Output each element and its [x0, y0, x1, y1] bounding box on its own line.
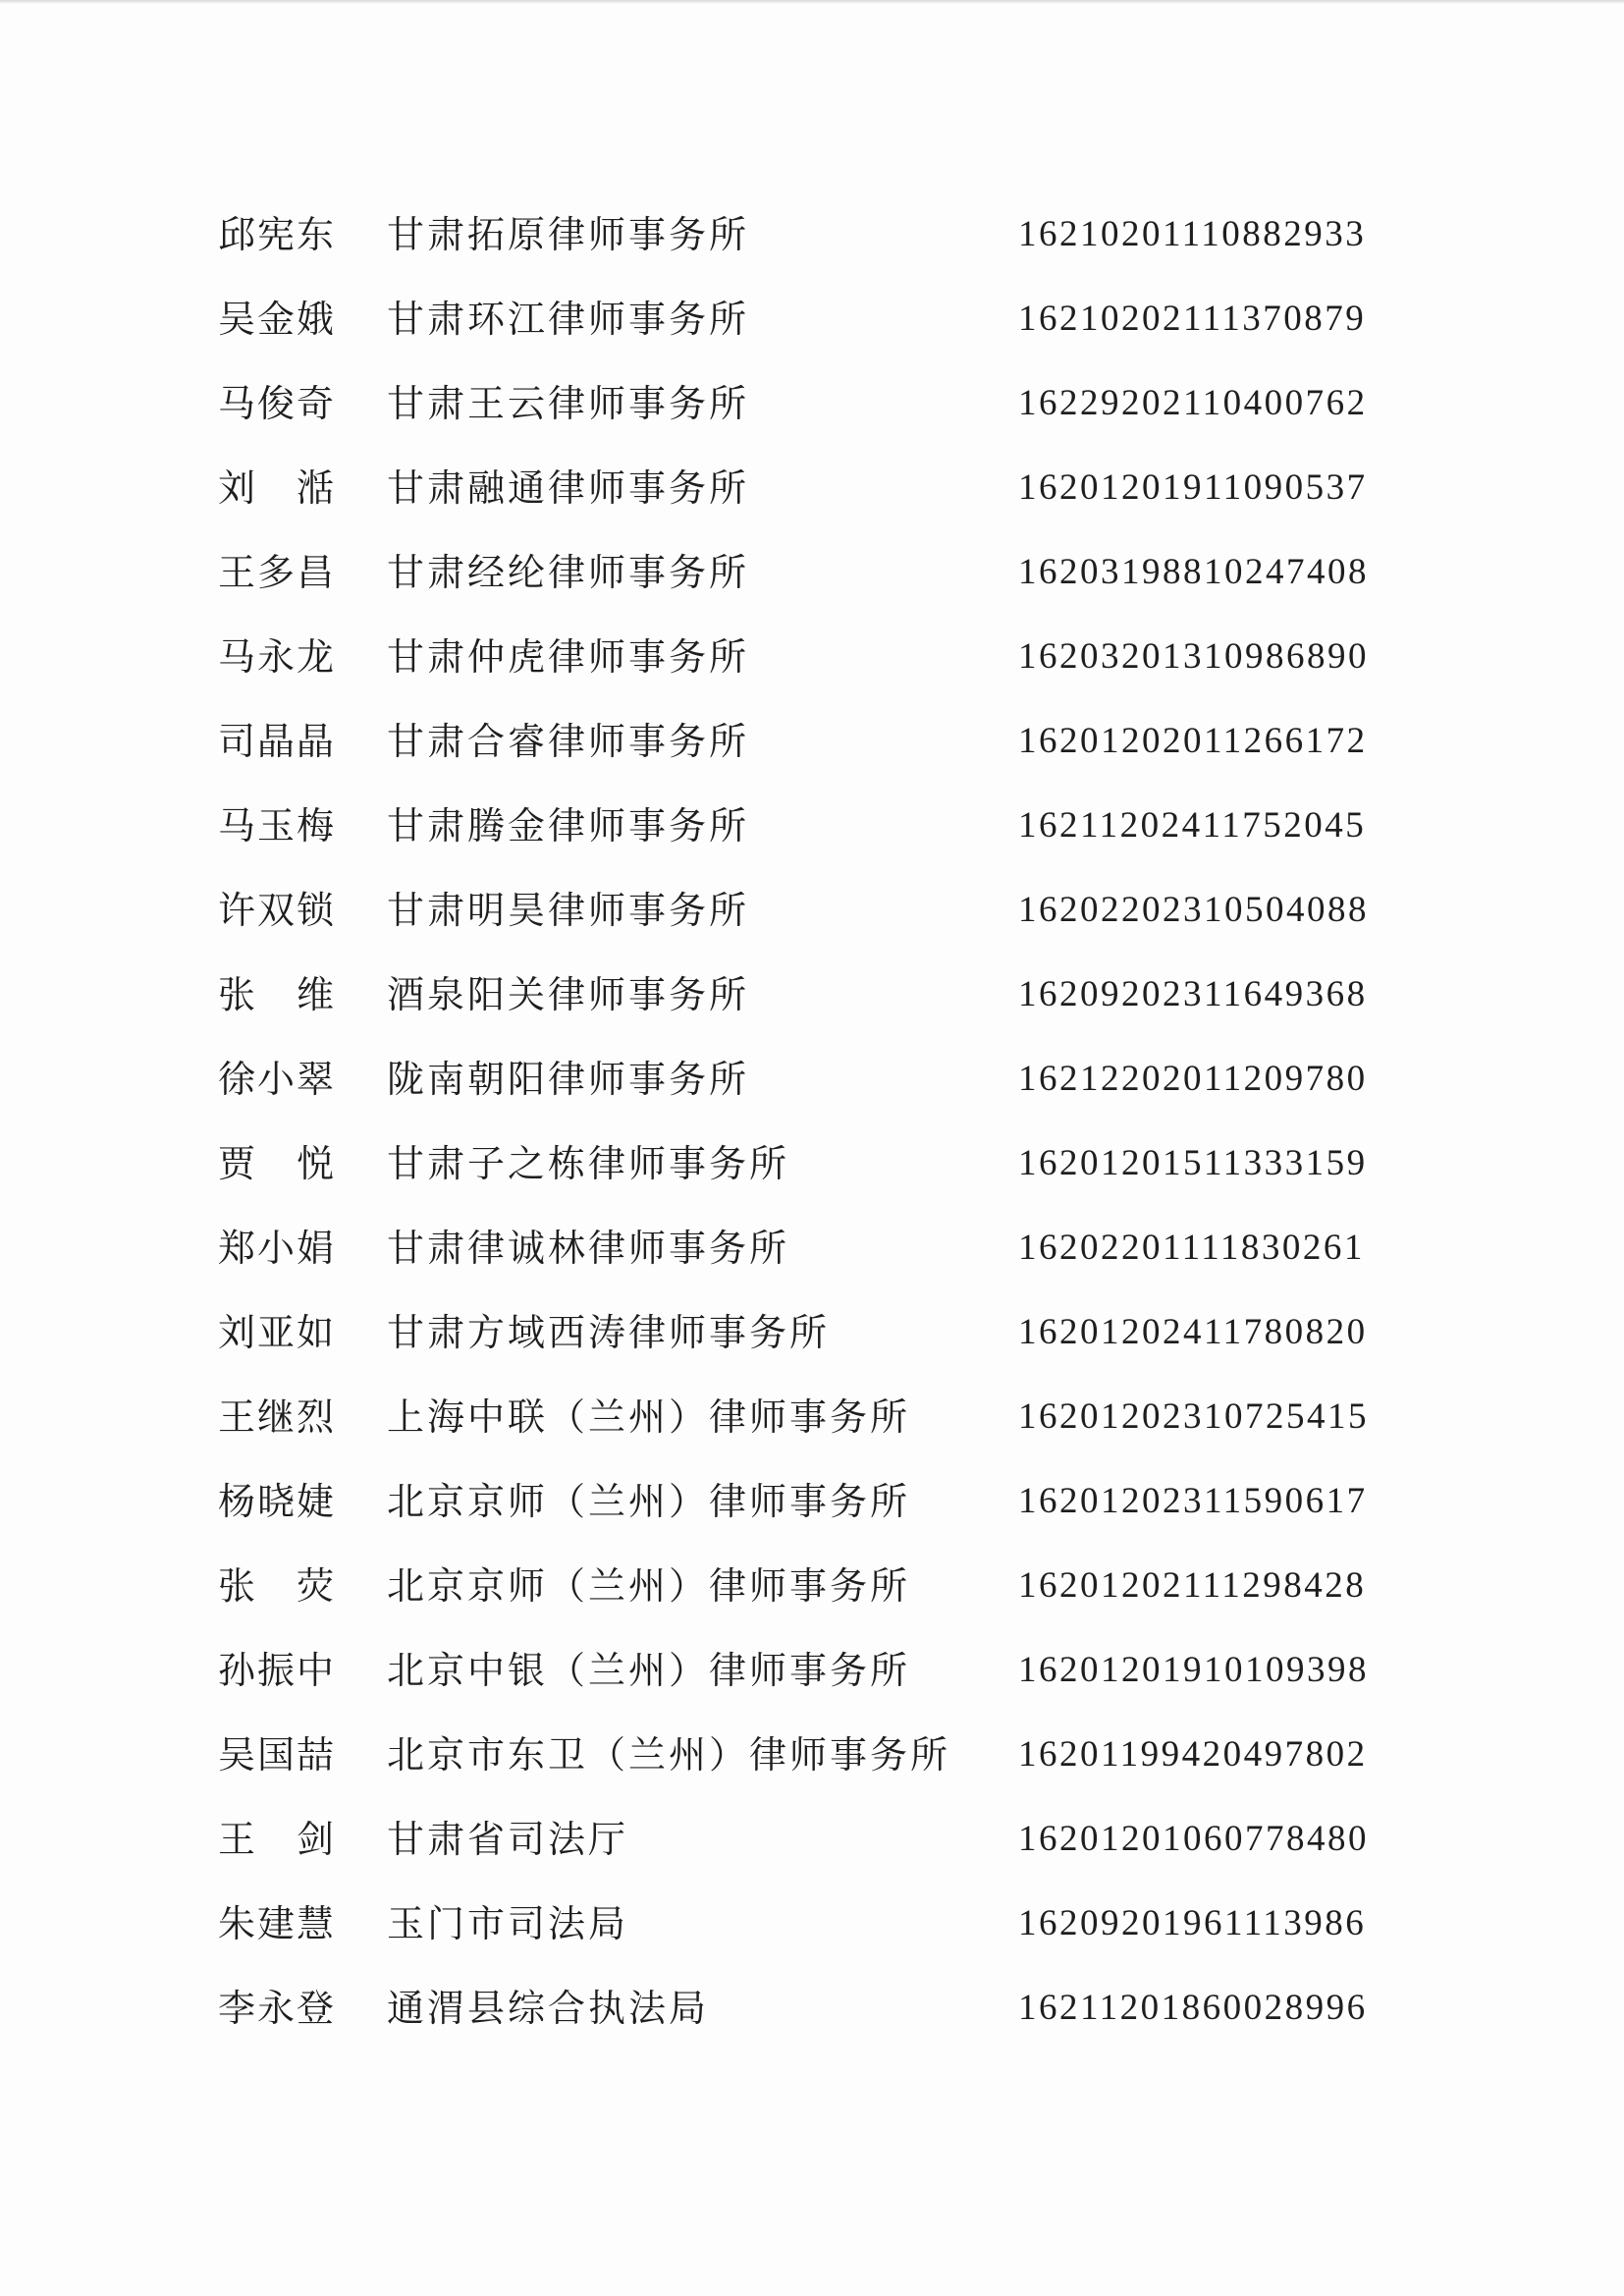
roster-row: [218, 868, 1435, 953]
lawyer-name: 贾 悦: [218, 1142, 337, 1185]
lawyer-name: 刘 湉: [218, 466, 337, 510]
roster-row: [218, 1037, 1435, 1121]
law-firm-name: 甘肃明昊律师事务所: [387, 889, 750, 932]
lawyer-name: 马玉梅: [218, 804, 337, 847]
roster-row: [218, 1713, 1435, 1797]
license-number: 16210202111370879: [1018, 299, 1367, 339]
roster-row: [218, 192, 1435, 277]
lawyer-name: 马俊奇: [218, 382, 337, 425]
lawyer-name: 吴金娥: [218, 298, 337, 341]
law-firm-name: 北京中银（兰州）律师事务所: [387, 1649, 911, 1692]
law-firm-name: 上海中联（兰州）律师事务所: [387, 1395, 911, 1439]
lawyer-name: 张 维: [218, 973, 337, 1016]
law-firm-name: 甘肃融通律师事务所: [387, 466, 750, 510]
lawyer-name: 王 剑: [218, 1818, 337, 1861]
lawyer-name: 孙振中: [218, 1649, 337, 1692]
license-number: 16202201111830261: [1018, 1228, 1365, 1268]
roster-row: [218, 1628, 1435, 1713]
license-number: 16210201110882933: [1018, 214, 1367, 254]
scan-edge: [0, 0, 1624, 4]
law-firm-name: 甘肃拓原律师事务所: [387, 213, 750, 256]
law-firm-name: 甘肃腾金律师事务所: [387, 804, 750, 847]
lawyer-roster-list: [218, 192, 1435, 2050]
roster-row: [218, 446, 1435, 530]
license-number: 16201202310725415: [1018, 1396, 1369, 1437]
roster-row: [218, 1375, 1435, 1459]
lawyer-name: 王多昌: [218, 551, 337, 594]
law-firm-name: 北京京师（兰州）律师事务所: [387, 1480, 911, 1523]
license-number: 16201201511333159: [1018, 1143, 1368, 1183]
lawyer-name: 王继烈: [218, 1395, 337, 1439]
license-number: 16203201310986890: [1018, 636, 1369, 677]
law-firm-name: 甘肃王云律师事务所: [387, 382, 750, 425]
lawyer-name: 马永龙: [218, 635, 337, 679]
law-firm-name: 北京市东卫（兰州）律师事务所: [387, 1733, 951, 1777]
lawyer-name: 李永登: [218, 1987, 337, 2030]
law-firm-name: 玉门市司法局: [387, 1902, 629, 1945]
law-firm-name: 甘肃经纶律师事务所: [387, 551, 750, 594]
law-firm-name: 甘肃子之栋律师事务所: [387, 1142, 790, 1185]
license-number: 16209202311649368: [1018, 974, 1368, 1014]
roster-row: [218, 1459, 1435, 1544]
license-number: 16203198810247408: [1018, 552, 1369, 592]
roster-row: [218, 530, 1435, 615]
lawyer-name: 朱建慧: [218, 1902, 337, 1945]
roster-row: [218, 277, 1435, 361]
law-firm-name: 酒泉阳关律师事务所: [387, 973, 750, 1016]
roster-row: [218, 953, 1435, 1037]
roster-row: [218, 1544, 1435, 1628]
law-firm-name: 甘肃省司法厅: [387, 1818, 629, 1861]
lawyer-name: 吴国喆: [218, 1733, 337, 1777]
roster-row: [218, 615, 1435, 699]
law-firm-name: 甘肃环江律师事务所: [387, 298, 750, 341]
license-number: 16201201060778480: [1018, 1819, 1369, 1859]
license-number: 16201202411780820: [1018, 1312, 1368, 1352]
lawyer-name: 邱宪东: [218, 213, 337, 256]
lawyer-name: 司晶晶: [218, 720, 337, 763]
license-number: 16202202310504088: [1018, 890, 1369, 930]
license-number: 16212202011209780: [1018, 1059, 1368, 1099]
license-number: 16209201961113986: [1018, 1903, 1367, 1943]
law-firm-name: 甘肃方域西涛律师事务所: [387, 1311, 831, 1354]
law-firm-name: 陇南朝阳律师事务所: [387, 1058, 750, 1101]
lawyer-name: 郑小娟: [218, 1227, 337, 1270]
law-firm-name: 北京京师（兰州）律师事务所: [387, 1564, 911, 1608]
roster-row: [218, 1797, 1435, 1882]
roster-row: [218, 1882, 1435, 1966]
lawyer-name: 徐小翠: [218, 1058, 337, 1101]
roster-row: [218, 1290, 1435, 1375]
law-firm-name: 甘肃律诚林律师事务所: [387, 1227, 790, 1270]
law-firm-name: 甘肃仲虎律师事务所: [387, 635, 750, 679]
license-number: 16211202411752045: [1018, 805, 1367, 846]
roster-row: [218, 784, 1435, 868]
license-number: 16201199420497802: [1018, 1734, 1368, 1775]
license-number: 16201201910109398: [1018, 1650, 1369, 1690]
roster-row: [218, 1966, 1435, 2050]
license-number: 16201202311590617: [1018, 1481, 1368, 1521]
law-firm-name: 甘肃合睿律师事务所: [387, 720, 750, 763]
lawyer-name: 许双锁: [218, 889, 337, 932]
license-number: 16211201860028996: [1018, 1988, 1368, 2028]
roster-row: [218, 699, 1435, 784]
lawyer-name: 刘亚如: [218, 1311, 337, 1354]
license-number: 16201202111298428: [1018, 1565, 1367, 1606]
license-number: 16229202110400762: [1018, 383, 1368, 423]
roster-row: [218, 1206, 1435, 1290]
lawyer-name: 张 荧: [218, 1564, 337, 1608]
license-number: 16201201911090537: [1018, 467, 1368, 508]
roster-row: [218, 361, 1435, 446]
roster-row: [218, 1121, 1435, 1206]
license-number: 16201202011266172: [1018, 721, 1368, 761]
law-firm-name: 通渭县综合执法局: [387, 1987, 710, 2030]
lawyer-name: 杨晓婕: [218, 1480, 337, 1523]
